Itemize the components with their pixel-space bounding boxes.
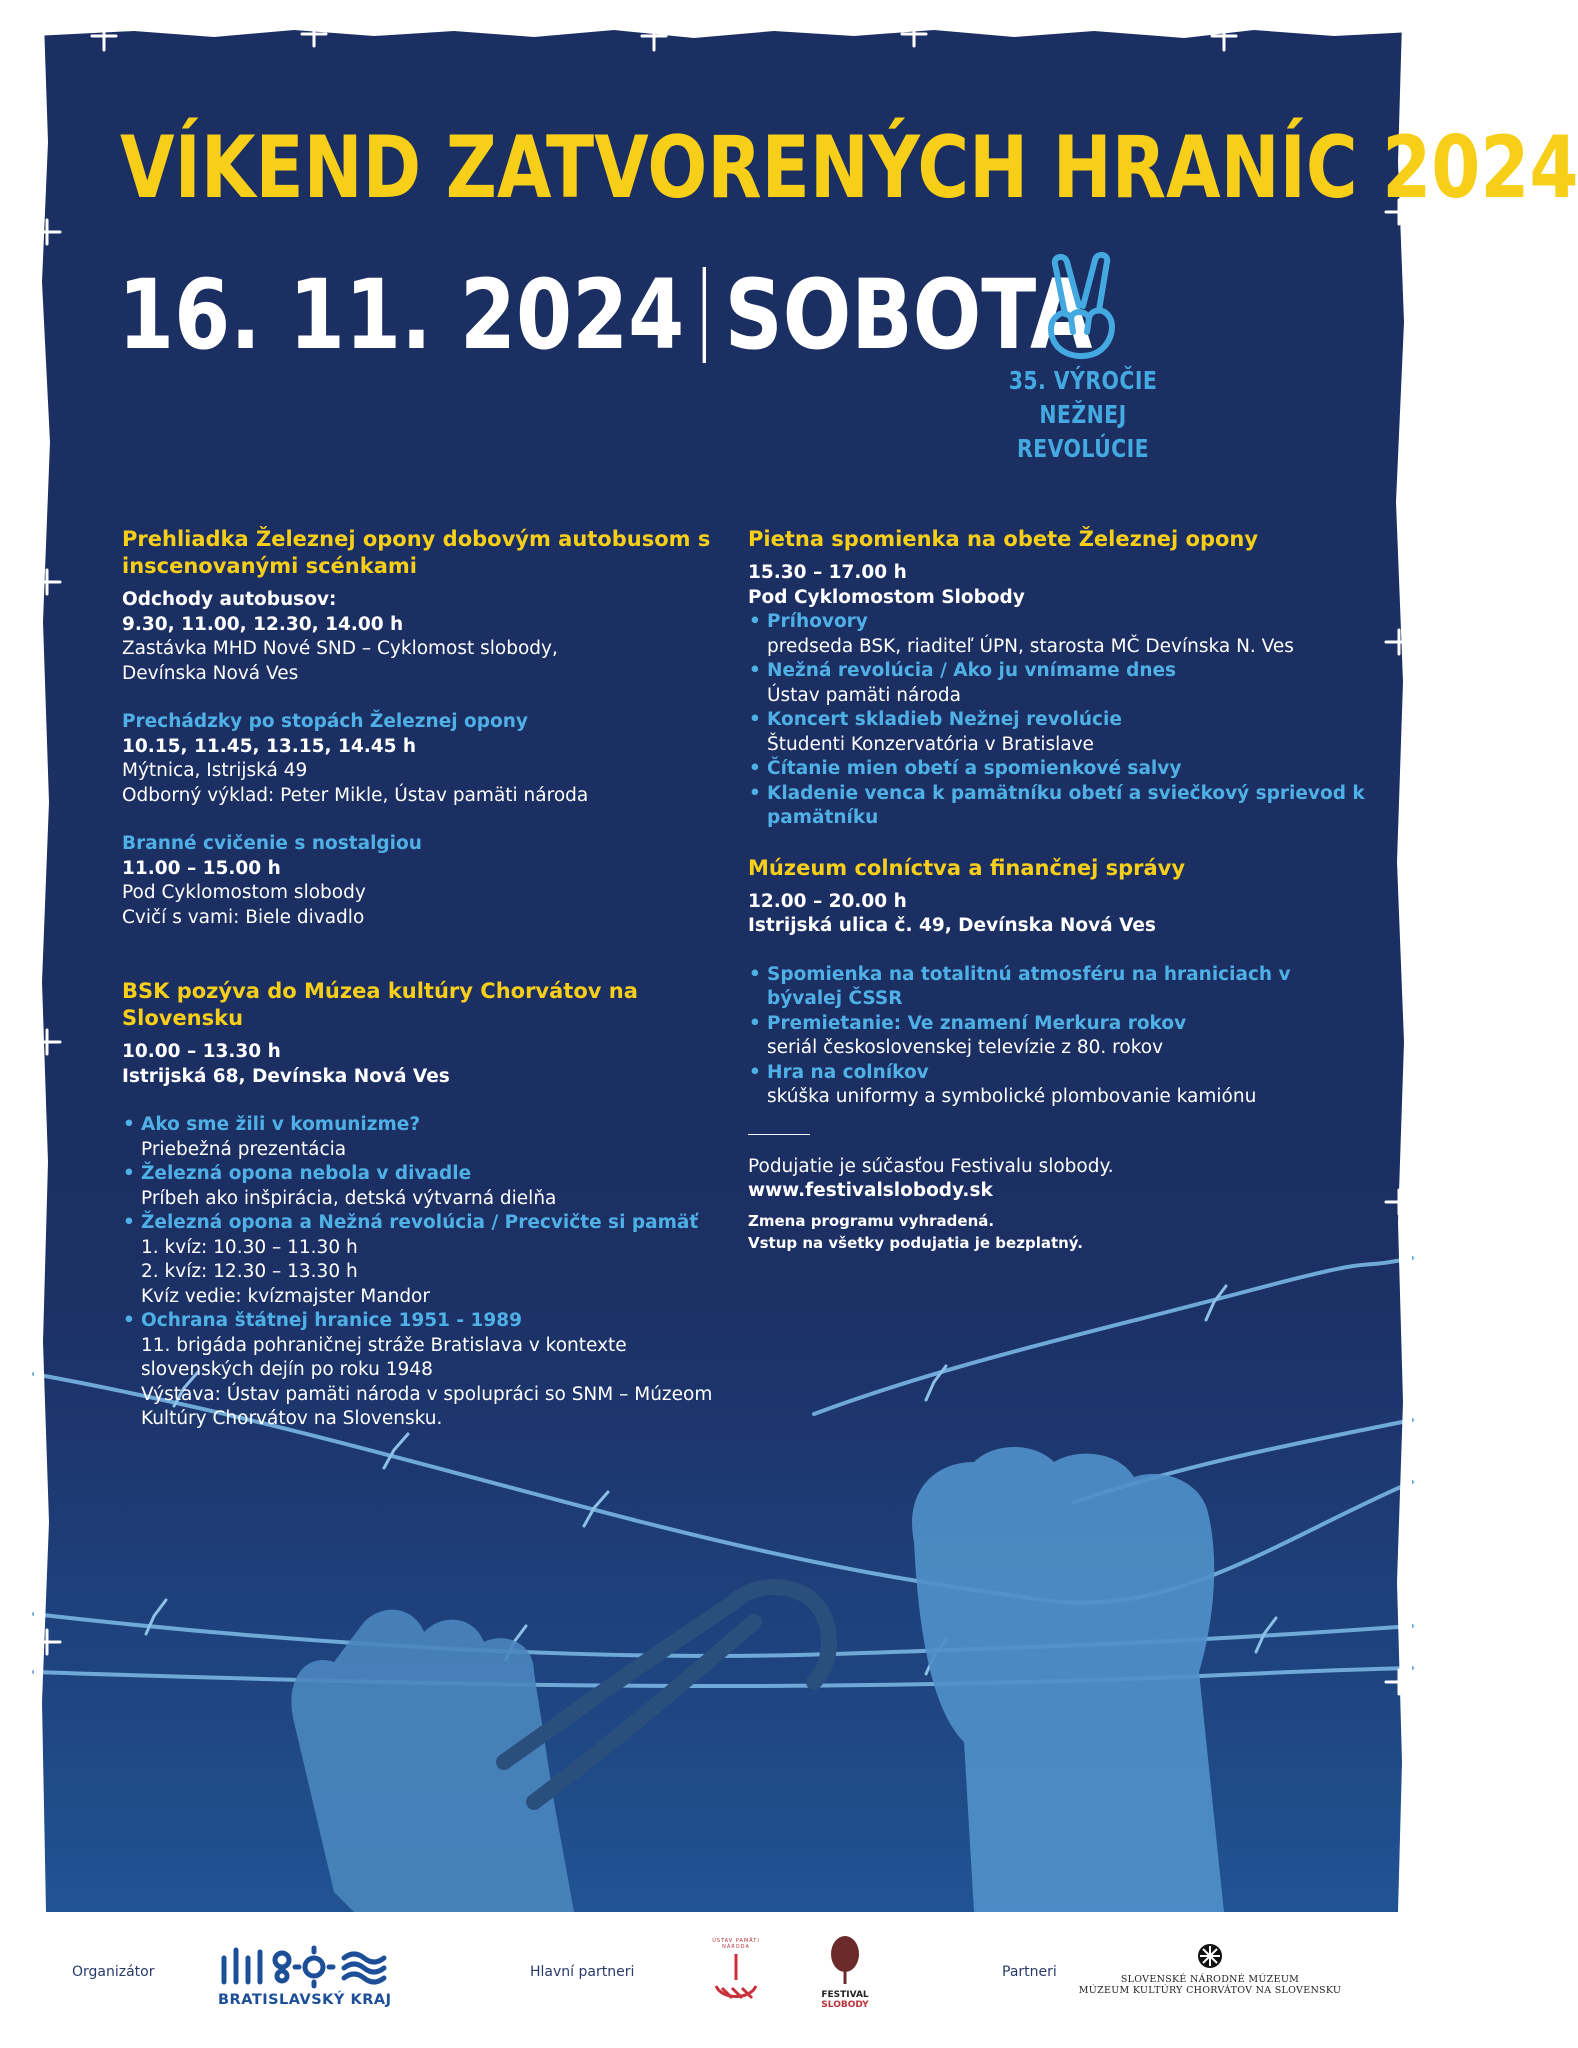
poster	[34, 22, 1578, 1912]
festival-slobody-logo	[810, 1934, 880, 2010]
victory-hand-icon	[1035, 252, 1131, 364]
walks-times: 10.15, 11.45, 13.15, 14.45 h	[122, 735, 417, 757]
festival-website-link[interactable]: www.festivalslobody.sk	[748, 1180, 993, 1201]
anniversary-line-2: NEŽNEJ REVOLÚCIE	[1016, 400, 1150, 463]
list-item	[748, 757, 1368, 782]
list-item-title: • Ochrana štátnej hranice 1951 - 1989	[141, 1310, 523, 1331]
bus-times: 9.30, 11.00, 12.30, 14.00 h	[122, 613, 404, 635]
list-item	[748, 963, 1368, 1012]
bsk-museum-heading: BSK pozýva do Múzea kultúry Chorvátov na Slovensku	[122, 979, 638, 1030]
festival-logo-line-2: SLOBODY	[821, 2000, 869, 2010]
memorial-times: 15.30 – 17.00 h	[748, 562, 907, 583]
bsk-museum-section	[122, 978, 722, 1432]
memorial-place: Pod Cyklomostom Slobody	[748, 586, 1025, 608]
bus-departures-label: Odchody autobusov:	[122, 589, 337, 610]
list-item-title: • Nežná revolúcia / Ako ju vnímame dnes	[767, 660, 1177, 681]
list-item	[122, 1309, 722, 1432]
free-entry-note: Vstup na všetky podujatia je bezplatný.	[748, 1233, 1083, 1252]
memorial-heading: Pietna spomienka na obete Železnej opony	[748, 527, 1259, 551]
bus-tour-heading: Prehliadka Železnej opony dobovým autobusom s inscenovanými scénkami	[122, 527, 711, 578]
program-left-column	[122, 526, 722, 1456]
walks-heading: Prechádzky po stopách Železnej opony	[122, 711, 528, 732]
customs-museum-section	[748, 855, 1368, 1110]
bus-place-line-1: Zastávka MHD Nové SND – Cyklomost slobody,	[122, 638, 558, 659]
list-item-title: • Spomienka na totalitnú atmosféru na hraniciach v bývalej ČSSR	[767, 963, 1291, 1009]
event-day: SOBOTA	[724, 259, 1093, 371]
list-item-title: • Železná opona nebola v divadle	[141, 1163, 472, 1184]
anniversary-line-1: 35. VÝROČIE	[1008, 366, 1158, 395]
organizer-label: Organizátor	[72, 1964, 155, 1980]
list-item	[122, 1211, 722, 1309]
list-item	[748, 610, 1368, 659]
memorial-list	[748, 610, 1368, 831]
list-item-detail: Študenti Konzervatória v Bratislave	[767, 733, 1094, 755]
list-item-detail: 1. kvíz: 10.30 – 11.30 h	[141, 1236, 358, 1258]
list-item-detail: Kvíz vedie: kvízmajster Mandor	[141, 1285, 430, 1307]
snm-logo-line-2: MÚZEUM KULTÚRY CHORVÁTOV NA SLOVENSKU	[1078, 1985, 1342, 1996]
list-item-detail: 11. brigáda pohraničnej stráže Bratislava v kontexte slovenských dejín po roku 1948	[141, 1334, 627, 1380]
festival-logo-line-1: FESTIVAL	[821, 1990, 869, 2000]
divider	[748, 1134, 810, 1135]
snm-logo-line-1: SLOVENSKÉ NÁRODNÉ MÚZEUM	[1120, 1974, 1300, 1985]
list-item	[122, 1113, 722, 1162]
bsk-museum-list	[122, 1113, 722, 1432]
list-item-detail: Priebežná prezentácia	[141, 1138, 347, 1160]
list-item-title: • Ako sme žili v komunizme?	[141, 1114, 421, 1135]
tree-icon	[825, 1934, 865, 1986]
list-item-detail: skúška uniformy a symbolické plombovanie kamiónu	[767, 1086, 1257, 1107]
bsk-logo	[218, 1946, 398, 2008]
date-bar	[118, 260, 1092, 370]
bsk-museum-times: 10.00 – 13.30 h	[122, 1041, 281, 1062]
snm-emblem-icon	[1196, 1942, 1224, 1970]
program-change-note: Zmena programu vyhradená.	[748, 1211, 995, 1230]
list-item-title: • Premietanie: Ve znamení Merkura rokov	[767, 1012, 1187, 1034]
upn-logo	[706, 1938, 766, 2010]
main-partners-label: Hlavní partneri	[530, 1964, 635, 1980]
bus-place-line-2: Devínska Nová Ves	[122, 662, 299, 684]
walks-note: Odborný výklad: Peter Mikle, Ústav pamäti národa	[122, 784, 589, 806]
list-item-title: • Kladenie venca k pamätníku obetí a sviečkový sprievod k pamätníku	[767, 782, 1365, 828]
list-item-detail: predseda BSK, riaditeľ ÚPN, starosta MČ Devínska N. Ves	[767, 635, 1294, 657]
list-item-detail: Ústav pamäti národa	[767, 684, 961, 706]
list-item	[748, 708, 1368, 757]
date-separator	[703, 267, 706, 363]
customs-museum-place: Istrijská ulica č. 49, Devínska Nová Ves	[748, 915, 1156, 936]
anniversary-badge	[978, 252, 1188, 466]
list-item-title: • Koncert skladieb Nežnej revolúcie	[767, 709, 1122, 730]
list-item-detail: Výstava: Ústav pamäti národa v spolupráci so SNM – Múzeom Kultúry Chorvátov na Slovensku.	[141, 1383, 713, 1429]
partners-label: Partneri	[1002, 1964, 1057, 1980]
list-item-title: • Hra na colníkov	[767, 1061, 929, 1083]
customs-museum-times: 12.00 – 20.00 h	[748, 890, 907, 912]
list-item	[122, 1162, 722, 1211]
list-item-title: • Príhovory	[767, 611, 868, 632]
customs-museum-heading: Múzeum colníctva a finančnej správy	[748, 855, 1186, 880]
customs-museum-list	[748, 963, 1368, 1110]
upn-emblem-icon	[708, 1950, 764, 2006]
event-date: 16. 11. 2024	[118, 259, 685, 371]
drill-heading: Branné cvičenie s nostalgiou	[122, 833, 422, 854]
list-item-detail: Príbeh ako inšpirácia, detská výtvarná dielňa	[141, 1187, 557, 1209]
list-item	[748, 1012, 1368, 1061]
partners-footer	[0, 1912, 1448, 2048]
memorial-section	[748, 526, 1368, 831]
drill-note: Cvičí s vami: Biele divadlo	[122, 906, 365, 928]
drill-times: 11.00 – 15.00 h	[122, 857, 281, 879]
list-item	[748, 1061, 1368, 1110]
bsk-logo-text: BRATISLAVSKÝ KRAJ	[218, 1992, 392, 2008]
list-item	[748, 659, 1368, 708]
list-item-title: • Čítanie mien obetí a spomienkové salvy	[767, 758, 1182, 779]
list-item	[748, 782, 1368, 831]
drill-section	[122, 832, 722, 930]
program-right-column	[748, 526, 1368, 1254]
bus-tour-section	[122, 526, 722, 686]
bsk-emblem-icon	[218, 1946, 390, 1986]
snm-logo	[1060, 1942, 1360, 1996]
drill-place: Pod Cyklomostom slobody	[122, 882, 366, 903]
upn-logo-text: ÚSTAV PAMÄTI NÁRODA	[712, 1938, 760, 1950]
list-item-title: • Železná opona a Nežná revolúcia / Precvičte si pamäť	[141, 1212, 699, 1233]
list-item-detail: 2. kvíz: 12.30 – 13.30 h	[141, 1261, 358, 1282]
festival-note: Podujatie je súčasťou Festivalu slobody.	[748, 1155, 1114, 1177]
walks-section	[122, 710, 722, 808]
bsk-museum-place: Istrijská 68, Devínska Nová Ves	[122, 1065, 450, 1087]
list-item-detail: seriál československej televízie z 80. rokov	[767, 1037, 1164, 1058]
poster-title: VÍKEND ZATVORENÝCH HRANÍC 2024	[120, 118, 1578, 218]
walks-place: Mýtnica, Istrijská 49	[122, 760, 308, 781]
